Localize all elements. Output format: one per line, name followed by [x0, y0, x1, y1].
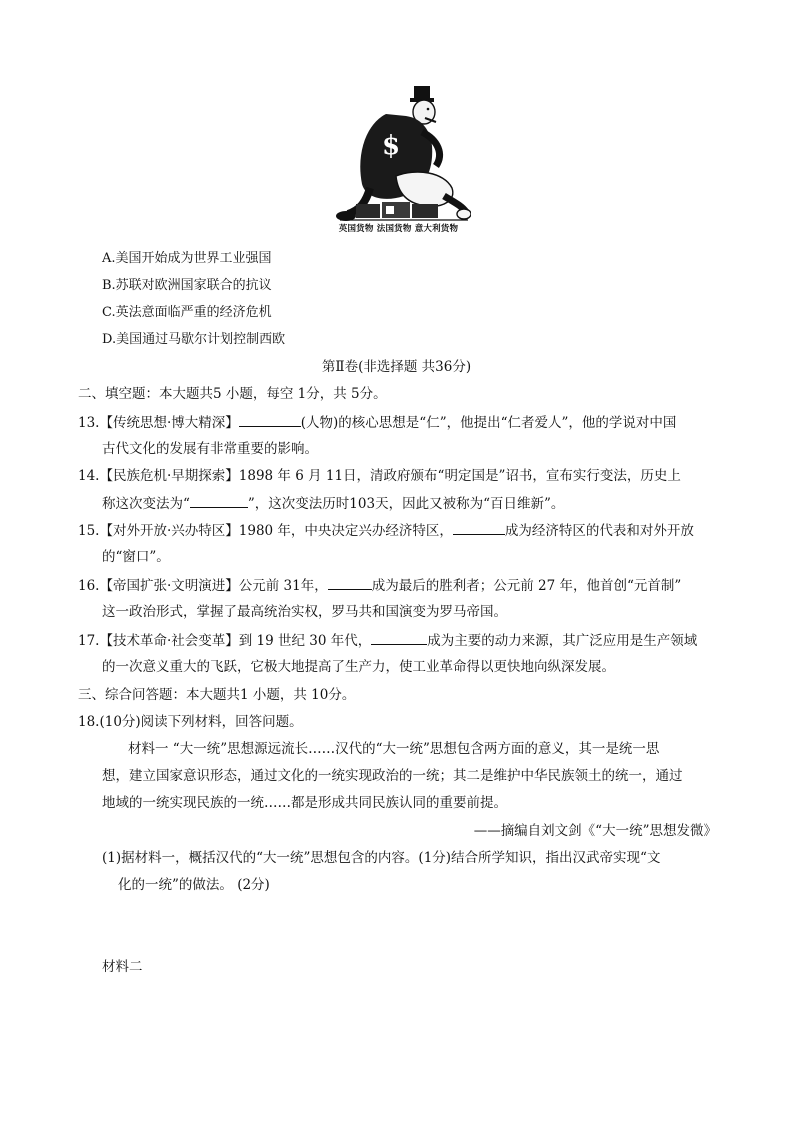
q13-prefix: 13.【传统思想·博大精深】 — [78, 415, 239, 431]
section3-heading: 三、综合问答题：本大题共1 小题，共 10分。 — [78, 687, 356, 703]
answer-blank[interactable] — [371, 631, 427, 645]
material1-line3: 地域的一统实现民族的一统……都是形成共同民族认同的重要前提。 — [102, 795, 507, 811]
option-a: A.美国开始成为世界工业强国 — [102, 251, 272, 266]
material1-line2: 想，建立国家意识形态，通过文化的一统实现政治的一统；其二是维护中华民族领土的统一，通过 — [102, 768, 683, 784]
question-14: 14.【民族危机·早期探索】1898 年 6 月 11日，清政府颁布“明定国是”诏书，宣布实行变法，历史上 — [78, 468, 681, 484]
subquestion-1-line1: (1)据材料一，概括汉代的“大一统”思想包含的内容。(1分)结合所学知识，指出汉武帝实现“文 — [102, 850, 661, 866]
q16-text: 成为最后的胜利者；公元前 27 年，他首创“元首制” — [371, 578, 682, 594]
q17-line2: 的一次意义重大的飞跃，它极大地提高了生产力，使工业革命得以更快地向纵深发展。 — [102, 659, 615, 675]
q15-text: 成为经济特区的代表和对外开放 — [504, 523, 694, 539]
cartoon-caption: 英国货物 法国货物 意大利货物 — [338, 224, 459, 234]
dollar-sign: $ — [382, 131, 401, 161]
material2-label: 材料二 — [102, 959, 143, 975]
option-c: C.英法意面临严重的经济危机 — [102, 305, 272, 320]
answer-blank[interactable] — [239, 413, 301, 427]
answer-blank[interactable] — [453, 521, 505, 535]
section2-heading: 二、填空题：本大题共5 小题，每空 1分，共 5分。 — [78, 386, 387, 402]
subquestion-1-line2: 化的一统”的做法。 (2分) — [118, 877, 270, 893]
q14-prefix: 称这次变法为“ — [102, 496, 190, 512]
q17-text: 成为主要的动力来源，其广泛应用是生产领域 — [427, 633, 698, 649]
q13-text: (人物)的核心思想是“仁”，他提出“仁者爱人”，他的学说对中国 — [300, 415, 677, 431]
q14-text: ”，这次变法历时103天，因此又被称为“百日维新”。 — [247, 496, 565, 512]
q15-prefix: 15.【对外开放·兴办特区】1980 年，中央决定兴办经济特区， — [78, 523, 453, 539]
q13-line2: 古代文化的发展有非常重要的影响。 — [102, 441, 318, 457]
option-b: B.苏联对欧洲国家联合的抗议 — [102, 278, 272, 293]
question-18-intro: 18.(10分)阅读下列材料，回答问题。 — [78, 714, 303, 730]
material1-source: ——摘编自刘文剑《“大一统”思想发微》 — [473, 823, 717, 839]
part2-title: 第Ⅱ卷(非选择题 共36分) — [321, 359, 472, 375]
answer-blank[interactable] — [190, 494, 248, 508]
question-17 — [78, 631, 697, 650]
answer-blank[interactable] — [328, 576, 372, 590]
q15-line2: 的“窗口”。 — [102, 549, 170, 565]
question-15 — [78, 521, 694, 540]
money-bag-cartoon-icon — [326, 84, 471, 234]
option-d: D.美国通过马歇尔计划控制西欧 — [102, 332, 286, 347]
q17-prefix: 17.【技术革命·社会变革】到 19 世纪 30 年代， — [78, 633, 372, 649]
q16-line2: 这一政治形式，掌握了最高统治实权，罗马共和国演变为罗马帝国。 — [102, 604, 507, 620]
q16-prefix: 16.【帝国扩张·文明演进】公元前 31年， — [78, 578, 328, 594]
material1-line1: 材料一 “大一统”思想源远流长……汉代的“大一统”思想包含两方面的意义，其一是统一思 — [128, 741, 660, 757]
question-13 — [78, 413, 676, 432]
q14-line2 — [102, 494, 564, 513]
question-16 — [78, 576, 681, 595]
